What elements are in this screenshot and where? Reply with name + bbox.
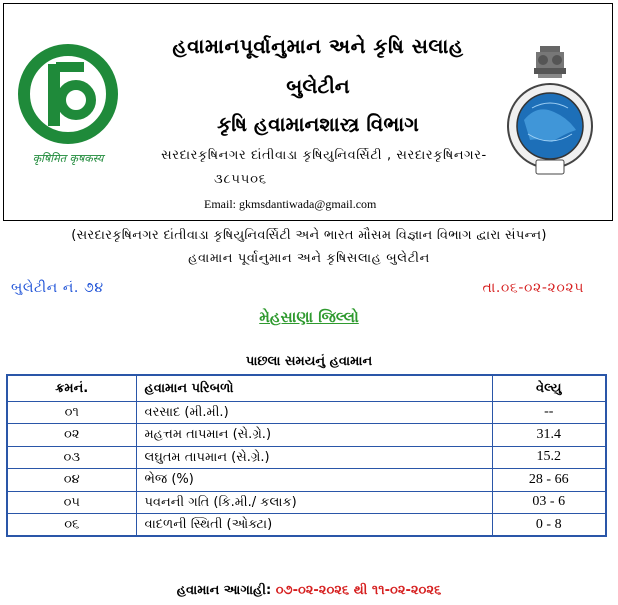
- imd-emblem: [502, 42, 598, 184]
- joint-credit-line: (સરદારકૃષિનગર દાંતીવાડા કૃષિયુનિવર્સિટી અને ભારત મૌસમ વિજ્ઞાન વિભાગ દ્વારા સંપન્ન): [71, 228, 547, 243]
- table-header-row: [7, 375, 606, 401]
- table-row: [7, 491, 606, 514]
- row-parameter: લઘુતમ તાપમાન (સે.ગ્રે.): [136, 446, 492, 469]
- table-row: [7, 424, 606, 447]
- row-value: 28 - 66: [492, 469, 606, 492]
- row-value: 0 - 8: [492, 514, 606, 537]
- row-value: 03 - 6: [492, 491, 606, 514]
- title-line-2: બુલેટીન: [286, 74, 350, 98]
- forecast-label: હવામાન આગાહી:: [176, 583, 276, 598]
- row-value: --: [492, 401, 606, 424]
- table-row: [7, 446, 606, 469]
- email-text: Email: gkmsdantiwada@gmail.com: [204, 197, 377, 211]
- ashoka-emblem-icon: [534, 46, 566, 78]
- bulletin-number: બુલેટીન નં. ૭૪: [11, 280, 104, 296]
- row-serial: ૦૧: [7, 401, 136, 424]
- row-value: 15.2: [492, 446, 606, 469]
- row-parameter: મહત્તમ તાપમાન (સે.ગ્રે.): [136, 424, 492, 447]
- bulletin-subtitle: હવામાન પૂર્વાનુમાન અને કૃષિસલાહ બુલેટીન: [188, 251, 430, 266]
- header-box: [3, 3, 613, 221]
- row-serial: ૦૪: [7, 469, 136, 492]
- district-name: મેહસાણા જિલ્લો: [259, 308, 359, 326]
- row-parameter: વાદળની સ્થિતી (ઓક્ટા): [136, 514, 492, 537]
- row-serial: ૦૨: [7, 424, 136, 447]
- row-serial: ૦૫: [7, 491, 136, 514]
- header-value: વેલ્યુ: [492, 375, 606, 401]
- table-row: [7, 514, 606, 537]
- header-serial: ક્રમનં.: [7, 375, 136, 401]
- title-line-3: કૃષિ હવામાનશાસ્ત્ર વિભાગ: [217, 112, 419, 136]
- table-row: [7, 401, 606, 424]
- district-heading: [0, 308, 618, 326]
- university-logo: [18, 44, 128, 174]
- logo-caption: कृषिमित कृषकस्य: [32, 152, 104, 165]
- address-line-2: ૩૮૫૫૦૬: [214, 172, 267, 187]
- title-line-1: હવામાનપૂર્વાનુમાન અને કૃષિ સલાહ: [172, 34, 464, 58]
- row-parameter: ભેજ (%): [136, 469, 492, 492]
- past-weather-title: પાછલા સમયનું હવામાન: [245, 354, 373, 369]
- forecast-dates: ૦૭-૦૨-૨૦૨૬ થી ૧૧-૦૨-૨૦૨૬: [275, 583, 442, 598]
- row-serial: ૦૩: [7, 446, 136, 469]
- row-parameter: પવનની ગતિ (કિ.મી./ કલાક): [136, 491, 492, 514]
- bulletin-date: તા.૦૬-૦૨-૨૦૨૫: [482, 280, 584, 296]
- row-serial: ૦૬: [7, 514, 136, 537]
- table-row: [7, 469, 606, 492]
- header-parameter: હવામાન પરિબળો: [136, 375, 492, 401]
- row-parameter: વરસાદ (મી.મી.): [136, 401, 492, 424]
- past-weather-table: [6, 374, 607, 537]
- forecast-line: [0, 583, 618, 598]
- row-value: 31.4: [492, 424, 606, 447]
- address-line-1: સરદારકૃષિનગર દાંતીવાડા કૃષિયુનિવર્સિટી , સરદારકૃષિનગર-: [161, 148, 487, 163]
